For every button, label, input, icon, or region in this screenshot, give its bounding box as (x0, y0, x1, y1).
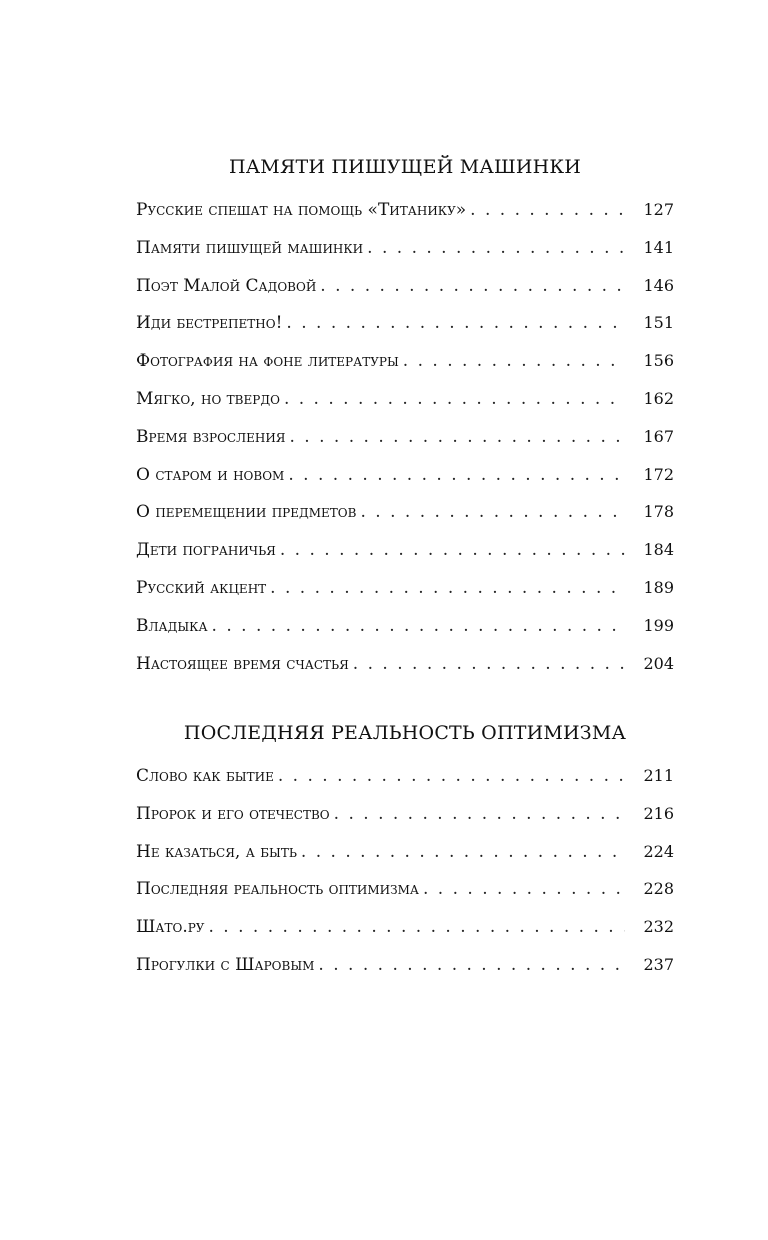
toc-entry (136, 652, 674, 690)
page-number: 189 (643, 577, 674, 597)
page-number: 172 (643, 464, 674, 484)
toc-entry (136, 387, 674, 425)
toc-list (136, 198, 674, 689)
page-number: 232 (643, 917, 674, 937)
toc-entry (136, 425, 674, 463)
entry-title: Настоящее время счастья (136, 653, 349, 674)
page-number: 146 (643, 275, 674, 295)
toc-entry (136, 538, 674, 576)
entry-title: Иди бестрепетно! (136, 313, 283, 334)
page-number: 216 (643, 803, 674, 823)
dot-leader (208, 915, 625, 939)
page-number: 199 (643, 615, 674, 635)
entry-title: Прогулки с Шаровым (136, 954, 315, 975)
dot-leader (367, 236, 625, 260)
entry-title: Время взросления (136, 426, 286, 447)
entry-title: Мягко, но твердо (136, 388, 280, 409)
page-number: 237 (643, 954, 674, 974)
page-number: 156 (643, 351, 674, 371)
toc-entry (136, 953, 674, 991)
page-number: 211 (643, 766, 674, 785)
entry-title: О старом и новом (136, 464, 285, 485)
toc-entry (136, 764, 674, 802)
page-number: 151 (643, 313, 674, 333)
dot-leader (290, 425, 626, 449)
entry-title: О перемещении предметов (136, 502, 357, 523)
toc-entry (136, 614, 674, 652)
entry-title: Дети пограничья (136, 540, 276, 561)
toc-entry (136, 198, 674, 236)
entry-title: Владыка (136, 615, 208, 636)
entry-title: Памяти пишущей машинки (136, 237, 364, 258)
page-number: 141 (643, 237, 674, 257)
page-number: 184 (643, 540, 674, 560)
dot-leader (280, 538, 626, 562)
entry-title: Пророк и его отечество (136, 803, 330, 824)
toc-list (136, 764, 674, 991)
entry-title: Слово как бытие (136, 766, 274, 786)
toc-entry (136, 877, 674, 915)
dot-leader (318, 953, 625, 977)
toc-entry (136, 274, 674, 312)
dot-leader (284, 387, 626, 411)
entry-title: Не казаться, а быть (136, 841, 297, 862)
toc-entry (136, 311, 674, 349)
page-number: 127 (643, 200, 674, 219)
toc-entry (136, 802, 674, 840)
page-number: 224 (643, 841, 674, 861)
dot-leader (360, 500, 625, 524)
toc-section-2 (136, 718, 674, 991)
entry-title: Фотография на фоне литературы (136, 351, 399, 372)
dot-leader (212, 614, 626, 638)
dot-leader (320, 274, 625, 298)
toc-entry (136, 236, 674, 274)
entry-title: Русские спешат на помощь «Титанику» (136, 200, 467, 220)
dot-leader (278, 764, 626, 788)
page-number: 167 (643, 426, 674, 446)
section-title: ПАМЯТИ ПИШУЩЕЙ МАШИНКИ (228, 156, 582, 178)
page-number: 178 (643, 502, 674, 522)
section-title: ПОСЛЕДНЯЯ РЕАЛЬНОСТЬ ОПТИМИЗМА (183, 722, 627, 744)
dot-leader (288, 463, 625, 487)
dot-leader (334, 802, 626, 826)
dot-leader (353, 652, 626, 676)
page-number: 204 (643, 653, 674, 673)
toc-entry (136, 349, 674, 387)
dot-leader (286, 311, 625, 335)
toc-entry (136, 840, 674, 878)
entry-title: Последняя реальность оптимизма (136, 879, 419, 900)
dot-leader (301, 840, 626, 864)
toc-entry (136, 500, 674, 538)
page-number: 162 (643, 388, 674, 408)
page-number: 228 (643, 879, 674, 899)
toc-section-1 (136, 152, 674, 689)
dot-leader (270, 576, 625, 600)
toc-entry (136, 915, 674, 953)
dot-leader (470, 198, 625, 222)
dot-leader (423, 877, 625, 901)
entry-title: Поэт Малой Садовой (136, 275, 317, 296)
entry-title: Русский акцент (136, 577, 267, 598)
toc-entry (136, 463, 674, 501)
entry-title: Шато.ру (136, 917, 205, 938)
dot-leader (403, 349, 626, 373)
toc-entry (136, 576, 674, 614)
